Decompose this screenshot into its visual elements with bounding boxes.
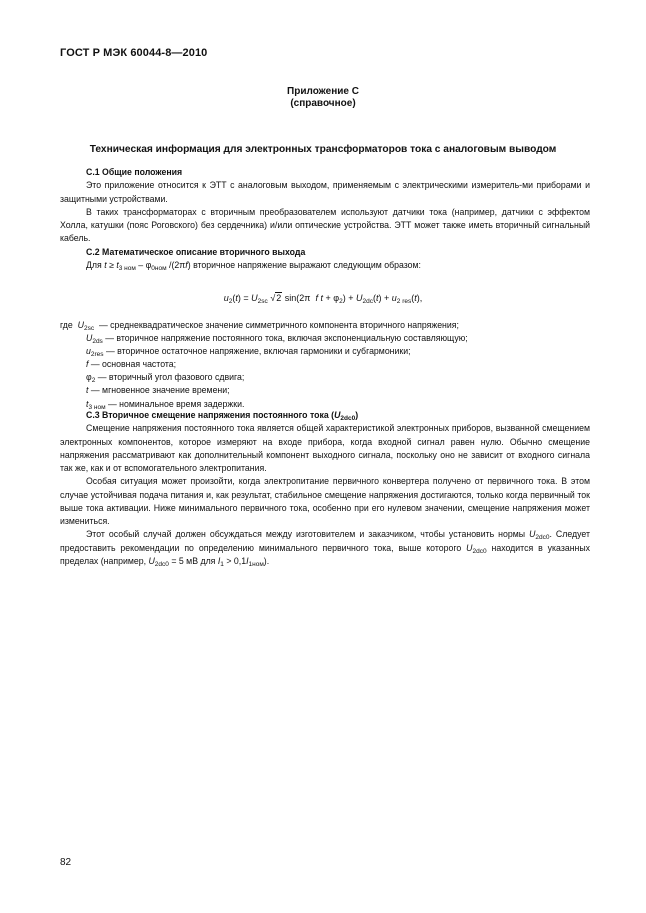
appendix-title: Техническая информация для электронных трансформаторов тока с аналоговым выводом [89,144,557,155]
section-c3-paragraph-1: Смещение напряжения постоянного тока является общей характеристикой электронных приборов, вызванной смещением электронных компонентов, которое измеряют на входе прибора, когда входной сигнал равен нулю. Обычно смещение напряжения рассматривают как дополнительный компонент выходного сигнала, поскольку оно не зависит от входного сигнала так же, как и от вспомогательного электропитания. [60,423,590,473]
section-c2-heading: С.2 Математическое описание вторичного выхода [86,246,306,257]
section-c3-heading: С.3 Вторичное смещение напряжения постоянного тока $(U_{2dc0})$ [86,410,359,422]
section-c3-paragraph-2: Особая ситуация может произойти, когда электропитание первичного конвертера получено от первичного тока. В этом случае устойчивая подача питания и, как результат, стабильное смещение напряжения достигаются, только когда первичный ток выше тока активации. Ниже минимального первичного тока, особенно при его нулевом значении, смещение напряжения может измениться. [60,476,590,526]
definition-u2res: $u_{2res}$ — вторичное остаточное напряжение, включая гармоники и субгармоники; [86,346,411,359]
formula-u2: $u_2(t) = U_{2sc}$ √2 sin(2π f $t + \varphi_2) + U_{2dc}(t) + u_{2 res}(t)$, [223,293,423,305]
section-c1-paragraph-1: Это приложение относится к ЭТТ с аналоговым выходом, применяемым с электрическими измеритель-ми приборами и защитными устройствами. [60,180,590,204]
definition-t: t — мгновенное значение времени; [86,385,230,396]
page-number: 82 [60,857,72,868]
appendix-status: (справочное) [290,98,356,109]
appendix-label: Приложение С [287,86,359,97]
section-c3 [60,409,590,568]
section-c1 [60,166,590,272]
standard-header: ГОСТ Р МЭК 60044-8—2010 [60,47,208,59]
sqrt-symbol: √2 [270,293,282,303]
definition-u2sc: где $U_{2sc}$ — среднеквадратическое значение симметричного компонента вторичного напряжения; [60,320,459,332]
symbol-definitions [60,319,590,411]
section-c2-intro: Для $t \ge t_{3 ном} - \varphi_{0ном}$ /(2πf) вторичное напряжение выражают следующим образом: [86,259,421,272]
section-c1-heading: С.1 Общие положения [86,167,183,177]
definition-u2ds: $U_{2ds}$ — вторичное напряжение постоянного тока, включая экспоненциальную составляющую; [86,333,468,346]
section-c3-paragraph-3: Этот особый случай должен обсуждаться между изготовителем и заказчиком, чтобы установить нормы $U_{2dc0}$. Следует предоставить рекомендации по определению минимального первичного тока, выше которого $U_{2dc0}$ находится в указанных пределах (например, $U_{2dc0} = 5$ мВ для $I_1 > 0,1I_{1ном}$). [60,529,591,568]
definition-t3nom: $t_{3 ном}$ — номинальное время задержки. [86,398,245,411]
section-c1-paragraph-2: В таких трансформаторах с вторичным преобразователем используют датчики тока (например, датчики с эффектом Холла, катушки (пояс Роговского) без сердечника) и/или оптические устройства. ЭТТ может также иметь вторичный сигнальный кабель. [60,206,590,244]
definition-f: f — основная частота; [86,359,177,370]
definition-phi2: $\varphi_2$ — вторичный угол фазового сдвига; [86,372,245,385]
